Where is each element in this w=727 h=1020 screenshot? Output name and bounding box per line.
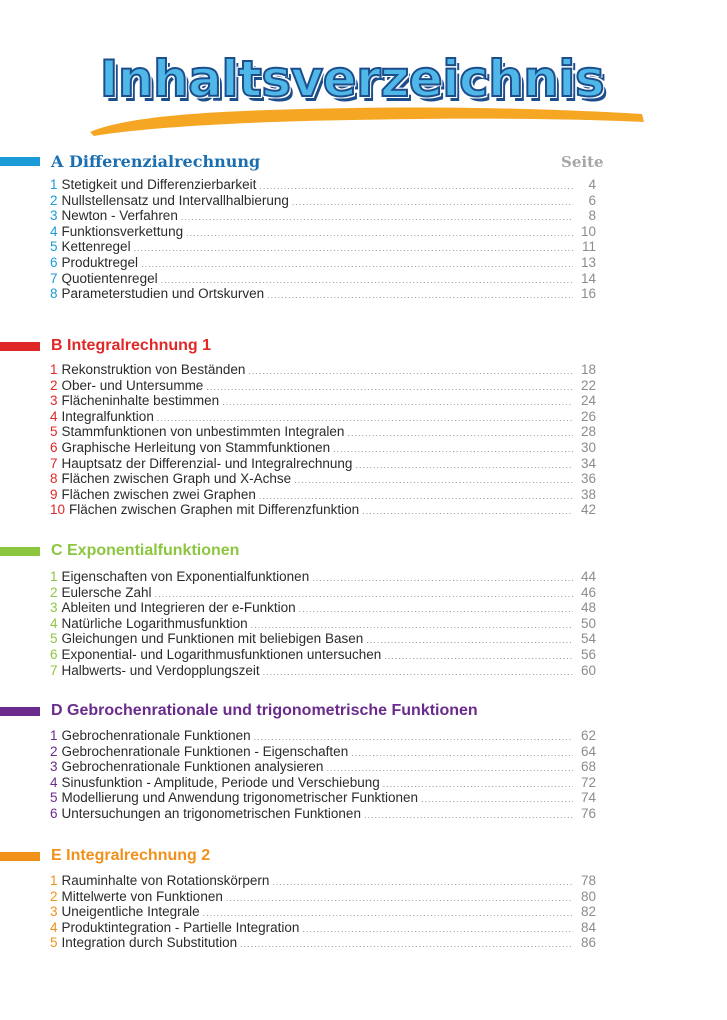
entry-number: 3 (50, 208, 58, 224)
entry-page: 13 (580, 254, 596, 270)
toc-entry-b-6 (50, 440, 596, 456)
entry-page: 46 (580, 584, 596, 600)
entry-title: Parameterstudien und Ortskurven (61, 286, 265, 302)
entry-number: 4 (50, 919, 58, 935)
entry-page: 24 (580, 393, 596, 409)
dot-leader (421, 792, 573, 808)
entry-number: 6 (50, 805, 58, 821)
entry-number: 5 (50, 935, 58, 951)
entry-page: 8 (588, 208, 596, 224)
entry-page: 54 (580, 631, 596, 647)
entry-title: Eigenschaften von Exponentialfunktionen (61, 569, 310, 584)
entry-number: 4 (50, 615, 58, 631)
toc-entry-c-1 (50, 569, 596, 585)
entry-number: 2 (50, 377, 58, 393)
entry-title: Mittelwerte von Funktionen (61, 888, 223, 904)
dot-leader (222, 395, 573, 411)
entry-number: 10 (50, 502, 66, 518)
entry-title: Funktionsverkettung (61, 223, 184, 239)
toc-entry-e-4 (50, 920, 596, 936)
entry-title: Uneigentliche Integrale (61, 904, 200, 920)
entry-page: 22 (580, 377, 596, 393)
section-c-entries (50, 569, 596, 678)
entry-title: Produktregel (61, 254, 139, 270)
entry-title: Sinusfunktion - Amplitude, Periode und Verschiebung (61, 774, 380, 790)
dot-leader (181, 210, 573, 226)
entry-title: Flächeninhalte bestimmen (61, 393, 220, 409)
entry-page: 82 (580, 904, 596, 920)
toc-entry-c-3 (50, 600, 596, 616)
entry-page: 64 (580, 743, 596, 759)
entry-page: 44 (580, 569, 596, 584)
entry-page: 42 (580, 502, 596, 518)
entry-number: 8 (50, 286, 58, 302)
entry-page: 4 (588, 177, 596, 192)
section-b-entries (50, 362, 596, 518)
dot-leader (267, 288, 573, 304)
section-c-color-bar (0, 547, 40, 556)
entry-page: 60 (580, 662, 596, 678)
entry-page: 28 (580, 424, 596, 440)
toc-entry-c-4 (50, 616, 596, 632)
toc-entry-b-10 (50, 502, 596, 518)
entry-page: 6 (588, 192, 596, 208)
entry-title: Exponential- und Logarithmusfunktionen untersuchen (61, 646, 382, 662)
dot-leader (141, 257, 573, 273)
section-a-title: A Differenzialrechnung (51, 152, 261, 171)
entry-title: Eulersche Zahl (61, 584, 152, 600)
toc-entry-d-2 (50, 744, 596, 760)
entry-number: 1 (50, 728, 58, 743)
section-b-color-bar (0, 342, 40, 351)
dot-leader (312, 571, 573, 587)
section-e-color-bar (0, 852, 40, 861)
toc-entry-c-6 (50, 647, 596, 663)
entry-title: Modellierung und Anwendung trigonometrischer Funktionen (61, 790, 418, 806)
entry-title: Halbwerts- und Verdopplungszeit (61, 662, 260, 678)
entry-title: Nullstellensatz und Intervallhalbierung (61, 192, 289, 208)
entry-number: 4 (50, 774, 58, 790)
entry-page: 16 (580, 286, 596, 302)
dot-leader (186, 226, 573, 242)
entry-number: 3 (50, 759, 58, 775)
entry-title: Graphische Herleitung von Stammfunktionen (61, 439, 331, 455)
toc-entry-a-8 (50, 286, 596, 302)
entry-page: 62 (580, 728, 596, 743)
entry-number: 6 (50, 646, 58, 662)
toc-entry-a-6 (50, 255, 596, 271)
entry-title: Produktintegration - Partielle Integration (61, 919, 300, 935)
entry-number: 5 (50, 424, 58, 440)
entry-title: Kettenregel (61, 239, 131, 255)
toc-entry-a-3 (50, 208, 596, 224)
entry-page: 68 (580, 759, 596, 775)
toc-entry-b-9 (50, 487, 596, 503)
entry-page: 30 (580, 439, 596, 455)
entry-page: 50 (580, 615, 596, 631)
entry-number: 6 (50, 254, 58, 270)
toc-entry-b-8 (50, 471, 596, 487)
section-a-color-bar (0, 157, 40, 166)
dot-leader (362, 504, 573, 520)
toc-entry-c-5 (50, 631, 596, 647)
toc-entry-e-5 (50, 935, 596, 951)
entry-page: 72 (580, 774, 596, 790)
entry-page: 56 (580, 646, 596, 662)
toc-entry-d-3 (50, 759, 596, 775)
entry-title: Gebrochenrationale Funktionen analysieren (61, 759, 324, 775)
entry-number: 1 (50, 873, 58, 888)
entry-title: Integration durch Substitution (61, 935, 238, 951)
dot-leader (347, 426, 573, 442)
toc-entry-e-3 (50, 904, 596, 920)
toc-entry-b-7 (50, 456, 596, 472)
dot-leader (248, 364, 573, 380)
dot-leader (272, 875, 573, 891)
entry-title: Quotientenregel (61, 270, 158, 286)
entry-title: Integralfunktion (61, 408, 154, 424)
dot-leader (263, 665, 573, 681)
dot-leader (299, 602, 573, 618)
section-a-entries (50, 177, 596, 302)
toc-entry-b-2 (50, 378, 596, 394)
page-title: Inhaltsverzeichnis (99, 50, 605, 108)
seite-label: Seite (561, 153, 604, 171)
toc-entry-a-4 (50, 224, 596, 240)
entry-number: 1 (50, 569, 58, 584)
entry-page: 38 (580, 486, 596, 502)
entry-title: Hauptsatz der Differenzial- und Integralrechnung (61, 455, 353, 471)
entry-page: 11 (581, 239, 596, 255)
entry-page: 36 (580, 471, 596, 487)
entry-title: Flächen zwischen Graphen mit Differenzfunktion (69, 502, 360, 518)
toc-entry-b-5 (50, 424, 596, 440)
entry-page: 14 (580, 270, 596, 286)
entry-page: 18 (580, 362, 596, 377)
entry-number: 8 (50, 471, 58, 487)
entry-number: 4 (50, 223, 58, 239)
entry-title: Stetigkeit und Differenzierbarkeit (61, 177, 257, 192)
entry-number: 2 (50, 192, 58, 208)
dot-leader (240, 937, 573, 953)
dot-leader (294, 473, 573, 489)
toc-entry-b-1 (50, 362, 596, 378)
entry-number: 1 (50, 362, 58, 377)
section-e-title: E Integralrechnung 2 (51, 847, 211, 864)
entry-number: 6 (50, 439, 58, 455)
entry-title: Untersuchungen an trigonometrischen Funktionen (61, 805, 361, 821)
dot-leader (259, 179, 573, 195)
toc-entry-d-4 (50, 775, 596, 791)
entry-page: 84 (580, 919, 596, 935)
entry-title: Flächen zwischen Graph und X-Achse (61, 471, 292, 487)
toc-entry-e-1 (50, 873, 596, 889)
dot-leader (134, 241, 573, 257)
entry-number: 2 (50, 584, 58, 600)
entry-page: 74 (580, 790, 596, 806)
entry-number: 9 (50, 486, 58, 502)
entry-page: 26 (580, 408, 596, 424)
dot-leader (292, 195, 573, 211)
entry-page: 80 (580, 888, 596, 904)
dot-leader (206, 380, 573, 396)
dot-leader (333, 442, 573, 458)
entry-number: 4 (50, 408, 58, 424)
dot-leader (302, 922, 573, 938)
toc-entry-a-5 (50, 239, 596, 255)
entry-title: Flächen zwischen zwei Graphen (61, 486, 256, 502)
entry-number: 7 (50, 455, 58, 471)
title-banner (52, 44, 652, 136)
toc-entry-a-1 (50, 177, 596, 193)
section-d-color-bar (0, 707, 40, 716)
dot-leader (226, 891, 573, 907)
entry-page: 76 (580, 805, 596, 821)
entry-number: 1 (50, 177, 58, 192)
section-b-title: B Integralrechnung 1 (51, 337, 212, 354)
section-d-title: D Gebrochenrationale und trigonometrische Funktionen (51, 702, 478, 719)
entry-number: 7 (50, 270, 58, 286)
entry-title: Rekonstruktion von Beständen (61, 362, 246, 377)
entry-title: Ableiten und Integrieren der e-Funktion (61, 600, 296, 616)
entry-page: 78 (580, 873, 596, 888)
toc-entry-e-2 (50, 889, 596, 905)
entry-title: Gebrochenrationale Funktionen - Eigenschaften (61, 743, 349, 759)
entry-page: 86 (580, 935, 596, 951)
entry-title: Ober- und Untersumme (61, 377, 204, 393)
toc-entry-b-3 (50, 393, 596, 409)
entry-page: 34 (580, 455, 596, 471)
entry-page: 48 (580, 600, 596, 616)
toc-entry-a-7 (50, 271, 596, 287)
dot-leader (351, 746, 573, 762)
entry-title: Newton - Verfahren (61, 208, 178, 224)
toc-entry-b-4 (50, 409, 596, 425)
dot-leader (384, 649, 573, 665)
toc-entry-c-2 (50, 585, 596, 601)
toc-entry-a-2 (50, 193, 596, 209)
entry-number: 2 (50, 743, 58, 759)
entry-number: 2 (50, 888, 58, 904)
toc-entry-d-5 (50, 790, 596, 806)
dot-leader (366, 633, 573, 649)
entry-title: Natürliche Logarithmusfunktion (61, 615, 248, 631)
entry-number: 5 (50, 631, 58, 647)
entry-number: 5 (50, 790, 58, 806)
entry-title: Gebrochenrationale Funktionen (61, 728, 251, 743)
entry-title: Rauminhalte von Rotationskörpern (61, 873, 270, 888)
entry-number: 5 (50, 239, 58, 255)
entry-title: Stammfunktionen von unbestimmten Integralen (61, 424, 345, 440)
dot-leader (364, 808, 573, 824)
entry-page: 10 (580, 223, 596, 239)
toc-entry-d-1 (50, 728, 596, 744)
entry-number: 7 (50, 662, 58, 678)
section-d-entries (50, 728, 596, 822)
entry-title: Gleichungen und Funktionen mit beliebigen Basen (61, 631, 364, 647)
section-e-entries (50, 873, 596, 951)
section-c-title: C Exponentialfunktionen (51, 542, 240, 559)
entry-number: 3 (50, 904, 58, 920)
toc-entry-d-6 (50, 806, 596, 822)
entry-number: 3 (50, 600, 58, 616)
toc-entry-c-7 (50, 663, 596, 679)
dot-leader (355, 458, 573, 474)
entry-number: 3 (50, 393, 58, 409)
